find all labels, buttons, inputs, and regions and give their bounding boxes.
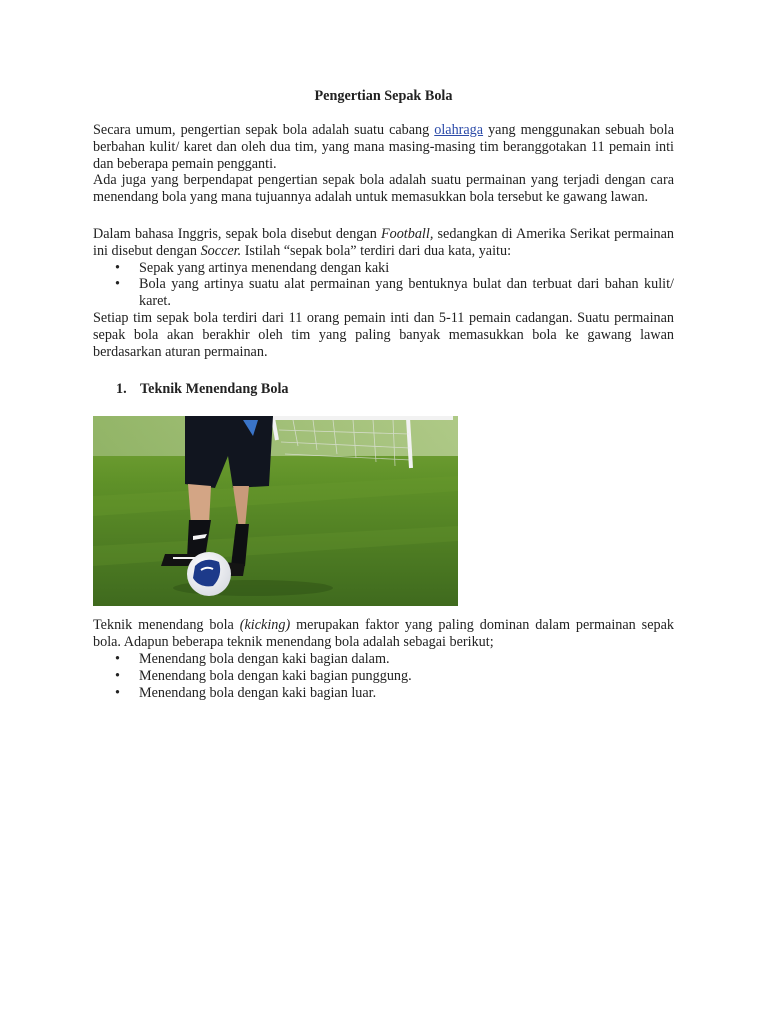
list-item-text: Menendang bola dengan kaki bagian dalam. <box>139 650 390 667</box>
list-item <box>115 650 674 668</box>
intro-text-end: yang menggunakan sebuah bola berbahan kulit/ karet dan oleh dua tim, yang mana masing-masing tim beranggotakan 11 pemain inti dan beberapa pemain pengganti. <box>93 122 674 172</box>
soccer-term: Soccer. <box>200 242 242 259</box>
english-term-text-e: Istilah “sepak bola” terdiri dari dua kata, yaitu: <box>241 242 512 259</box>
intro-paragraph <box>93 122 674 172</box>
list-item <box>115 259 674 277</box>
bullet: • <box>115 684 120 701</box>
english-term-paragraph <box>93 226 674 260</box>
section-title: Teknik Menendang Bola <box>140 381 289 398</box>
definition-paragraph: Ada juga yang berpendapat pengertian sepak bola adalah suatu permainan yang terjadi dengan cara menendang bola yang mana tujuannya adalah untuk memasukkan bola tersebut ke gawang lawan. <box>93 172 674 206</box>
document-title: Pengertian Sepak Bola <box>314 88 453 104</box>
section-number: 1. <box>116 381 127 398</box>
intro-text-start: Secara umum, pengertian sepak bola adalah suatu cabang <box>93 122 435 138</box>
list-item-text: Sepak yang artinya menendang dengan kaki <box>139 259 390 276</box>
list-item <box>115 276 674 310</box>
list-item <box>115 684 674 702</box>
document-page <box>93 88 674 701</box>
kicking-text-a: Teknik menendang bola <box>93 617 240 634</box>
section-heading-kicking <box>93 381 674 398</box>
list-item-text: Menendang bola dengan kaki bagian punggung. <box>139 667 412 684</box>
list-item <box>115 667 674 685</box>
bullet: • <box>115 259 120 276</box>
kicking-term: (kicking) <box>239 617 291 634</box>
etymology-list <box>93 260 674 310</box>
bullet: • <box>115 667 120 684</box>
english-term-text-c: sedangkan di Amerika Serikat permainan ini disebut dengan <box>93 225 674 259</box>
bullet: • <box>115 650 120 667</box>
list-item-text: Bola yang artinya suatu alat permainan yang bentuknya bulat dan terbuat dari bahan kulit/ karet. <box>139 276 674 310</box>
kicking-techniques-list <box>93 651 674 701</box>
list-item-text: Menendang bola dengan kaki bagian luar. <box>139 684 377 701</box>
kicking-text-c: merupakan faktor yang paling dominan dalam permainan sepak bola. Adapun beberapa teknik menendang bola adalah sebagai berikut; <box>93 617 674 651</box>
olahraga-link[interactable]: olahraga <box>434 122 484 138</box>
soccer-player-photo <box>93 416 458 606</box>
team-rules-paragraph: Setiap tim sepak bola terdiri dari 11 orang pemain inti dan 5-11 pemain cadangan. Suatu permainan sepak bola akan berakhir oleh tim yang paling banyak memasukkan bola ke gawang lawan berdasarkan aturan permainan. <box>93 309 674 360</box>
bullet: • <box>115 276 120 293</box>
english-term-text-a: Dalam bahasa Inggris, sepak bola disebut dengan <box>93 225 381 242</box>
football-term: Football, <box>380 225 434 242</box>
kicking-technique-paragraph <box>93 617 674 651</box>
